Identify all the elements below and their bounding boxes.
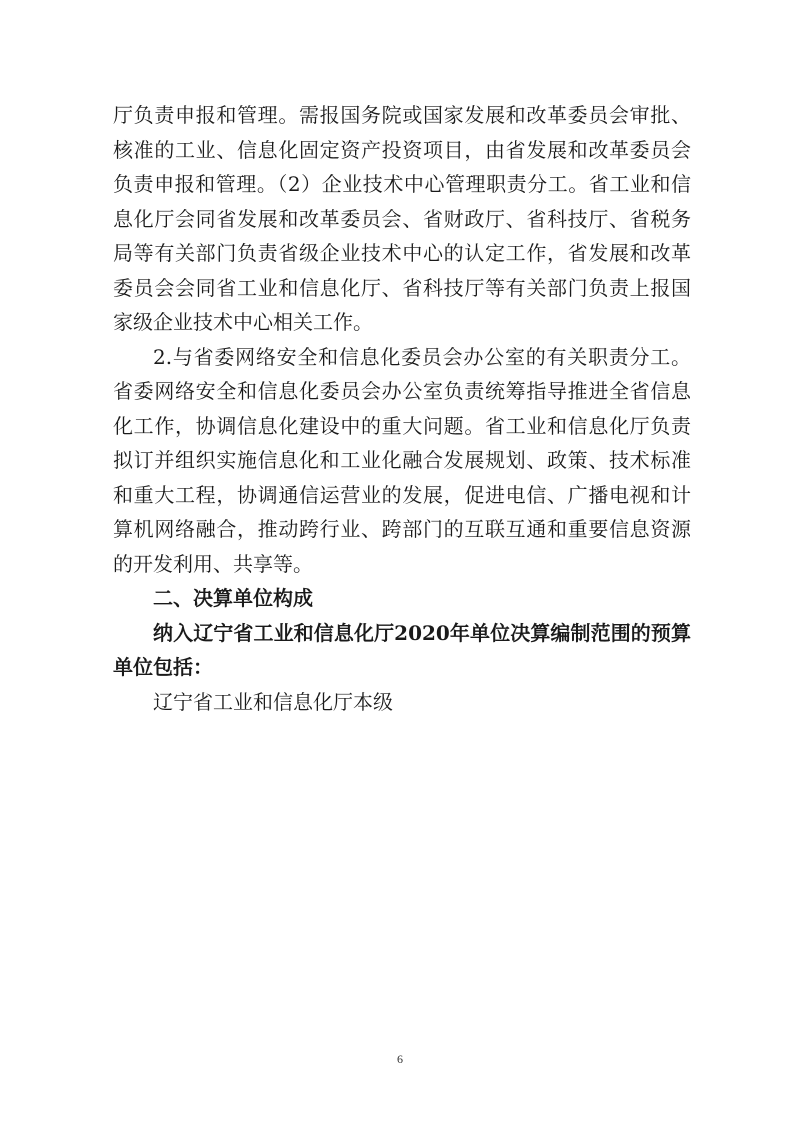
paragraph-item-2: 2.与省委网络安全和信息化委员会办公室的有关职责分工。省委网络安全和信息化委员会办公室负责统筹指导推进全省信息化工作，协调信息化建设中的重大问题。省工业和信息化厅负责拟订并组织实施信息化和工业化融合发展规划、政策、技术标准和重大工程，协调通信运营业的发展，促进电信、广播电视和计算机网络融合，推动跨行业、跨部门的互联互通和重要信息资源的开发利用、共享等。 bbox=[113, 344, 691, 576]
page-number: 6 bbox=[397, 1052, 403, 1066]
paragraph-continuation: 厅负责申报和管理。需报国务院或国家发展和改革委员会审批、核准的工业、信息化固定资产投资项目，由省发展和改革委员会负责申报和管理。（2）企业技术中心管理职责分工。省工业和信息化厅会同省发展和改革委员会、省财政厅、省科技厅、省税务局等有关部门负责省级企业技术中心的认定工作，省发展和改革委员会会同省工业和信息化厅、省科技厅等有关部门负责上报国家级企业技术中心相关工作。 bbox=[113, 103, 691, 334]
scope-statement: 纳入辽宁省工业和信息化厅2020年单位决算编制范围的预算单位包括： bbox=[113, 620, 691, 679]
document-body bbox=[113, 98, 691, 719]
unit-name: 辽宁省工业和信息化厅本级 bbox=[153, 689, 393, 714]
section-heading: 二、决算单位构成 bbox=[153, 586, 313, 610]
